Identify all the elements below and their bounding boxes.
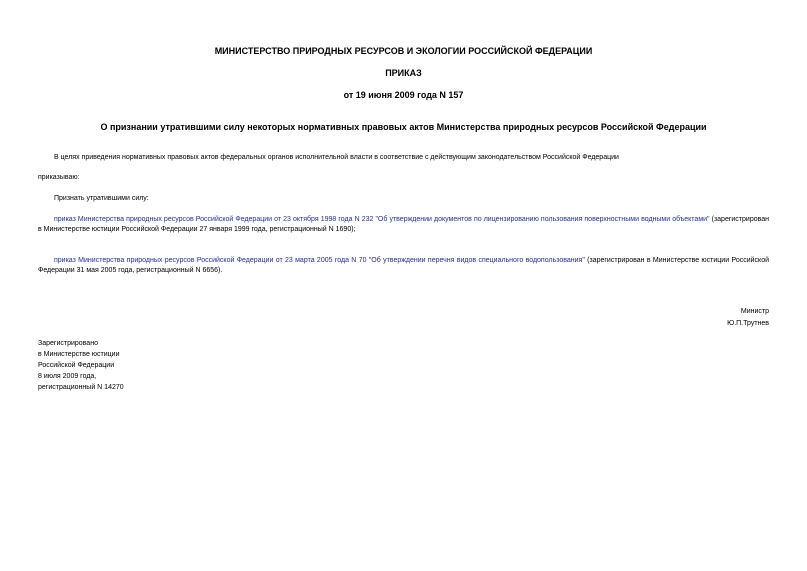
- recognize-paragraph: Признать утратившими силу:: [54, 195, 149, 202]
- ministry-heading: МИНИСТЕРСТВО ПРИРОДНЫХ РЕСУРСОВ И ЭКОЛОГИИ РОССИЙСКОЙ ФЕДЕРАЦИИ: [214, 46, 593, 56]
- document-page: [38, 0, 769, 571]
- signature-block: [727, 306, 769, 330]
- registration-line-2: в Министерстве юстиции: [38, 351, 120, 358]
- registration-line-1: Зарегистрировано: [38, 340, 98, 347]
- registration-block: [38, 338, 124, 393]
- preamble-paragraph: В целях приведения нормативных правовых актов федеральных органов исполнительной власти в соответствие с действующим законодательством Российской Федерации: [54, 154, 619, 161]
- item2-link[interactable]: приказ Министерства природных ресурсов Российской Федерации от 23 марта 2005 года N 70 "Об утверждении перечня видов специального водопользования": [54, 257, 585, 264]
- document-date-number: от 19 июня 2009 года N 157: [343, 90, 464, 100]
- signature-name: Ю.П.Трутнев: [727, 320, 769, 327]
- registration-line-5: регистрационный N 14270: [38, 384, 124, 391]
- document-type: ПРИКАЗ: [385, 68, 422, 78]
- item1-link[interactable]: приказ Министерства природных ресурсов Российской Федерации от 23 октября 1998 года N 232 "Об утверждении документов по лицензированию пользования поверхностными водными объектами": [54, 216, 710, 223]
- order-word: приказываю:: [38, 174, 80, 181]
- list-item-1: [38, 215, 769, 235]
- document-title: О признании утратившими силу некоторых нормативных правовых актов Министерства природных ресурсов Российской Федерации: [100, 122, 707, 132]
- list-item-2: [38, 256, 769, 276]
- item1-rest: (зарегистрирован в Министерстве юстиции Российской Федерации 27 января 1999 года, регистрационный N 1690);: [38, 216, 769, 233]
- registration-line-4: 8 июля 2009 года,: [38, 373, 97, 380]
- registration-line-3: Российской Федерации: [38, 362, 115, 369]
- item2-rest: (зарегистрирован в Министерстве юстиции Российской Федерации 31 мая 2005 года, регистрационный N 6656).: [38, 257, 769, 274]
- signature-position: Министр: [740, 308, 769, 315]
